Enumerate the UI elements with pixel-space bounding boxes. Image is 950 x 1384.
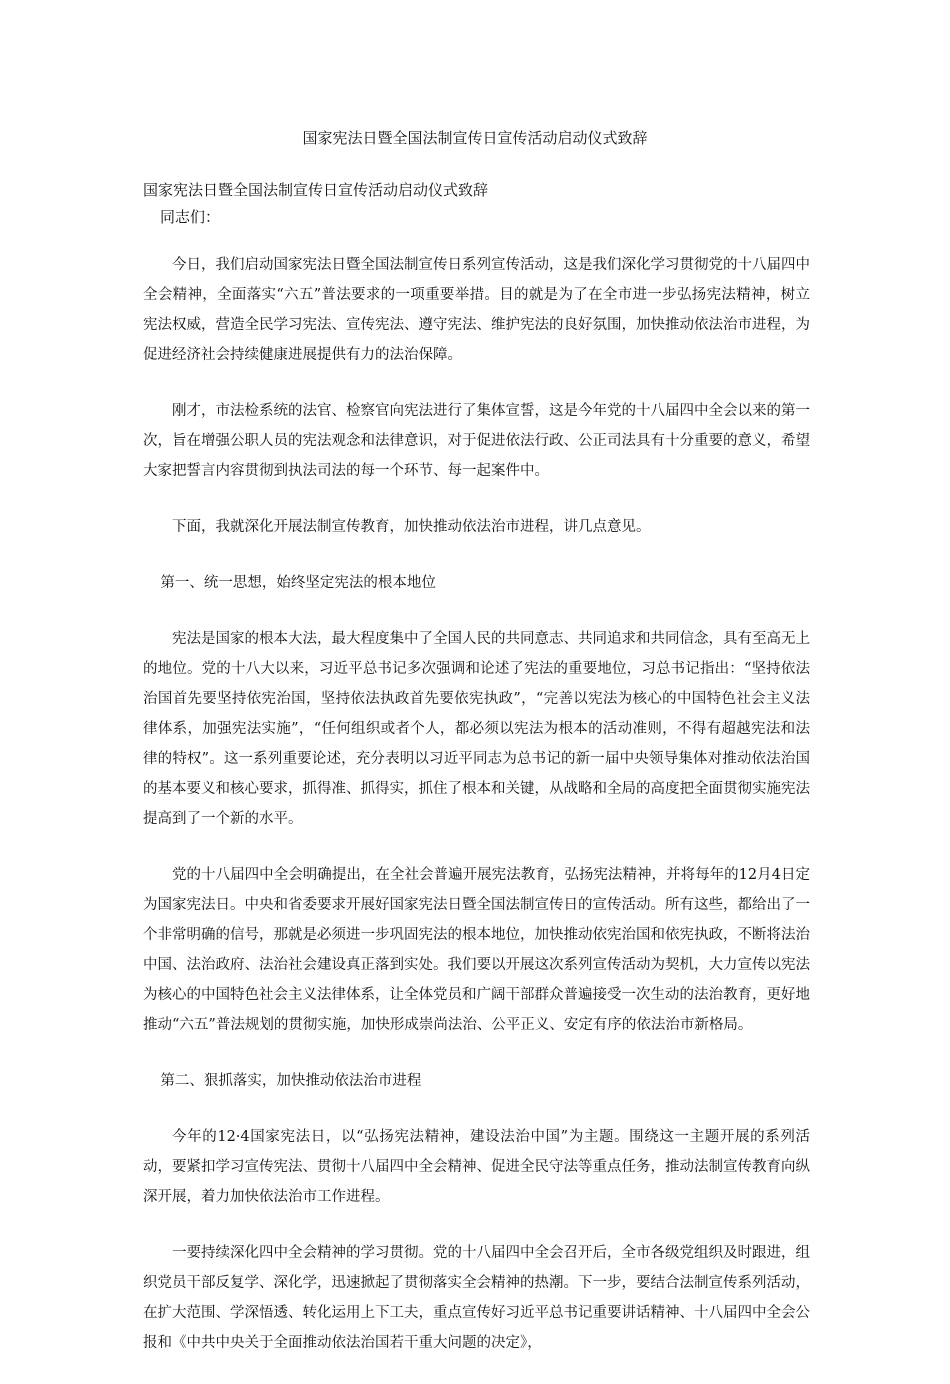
paragraph: 一要持续深化四中全会精神的学习贯彻。党的十八届四中全会召开后，全市各级党组织及时跟进，组织党员干部反复学、深化学，迅速掀起了贯彻落实全会精神的热潮。下一步，要结合法制宣传系列活动，在扩大范围、学深悟透、转化运用上下工夫，重点宣传好习近平总书记重要讲话精神、十八届四中全会公报和《中共中央关于全面推动依法治国若干重大问题的决定》， <box>143 1245 810 1351</box>
paragraph: 刚才，市法检系统的法官、检察官向宪法进行了集体宣誓，这是今年党的十八届四中全会以来的第一次，旨在增强公职人员的宪法观念和法律意识，对于促进依法行政、公正司法具有十分重要的意义，希望大家把誓言内容贯彻到执法司法的每一个环节、每一起案件中。 <box>143 403 810 479</box>
paragraph: 今年的12·4国家宪法日，以“弘扬宪法精神，建设法治中国”为主题。围绕这一主题开展的系列活动，要紧扣学习宣传宪法、贯彻十八届四中全会精神、促进全民守法等重点任务，推动法制宣传教育向纵深开展，着力加快依法治市工作进程。 <box>143 1129 810 1205</box>
document-title: 国家宪法日暨全国法制宣传日宣传活动启动仪式致辞 <box>302 129 648 147</box>
section-heading: 第二、狠抓落实，加快推动依法治市进程 <box>160 1073 422 1089</box>
salutation: 同志们： <box>160 208 221 226</box>
paragraph: 党的十八届四中全会明确提出，在全社会普遍开展宪法教育，弘扬宪法精神，并将每年的12月4日定为国家宪法日。中央和省委要求开展好国家宪法日暨全国法制宣传日的宣传活动。所有这些，都给出了一个非常明确的信号，那就是必须进一步巩固宪法的根本地位，加快推动依宪治国和依宪执政，不断将法治中国、法治政府、法治社会建设真正落到实处。我们要以开展这次系列宣传活动为契机，大力宣传以宪法为核心的中国特色社会主义法律体系，让全体党员和广阔干部群众普遍接受一次生动的法治教育，更好地推动“六五”普法规划的贯彻实施，加快形成崇尚法治、公平正义、安定有序的依法治市新格局。 <box>143 867 810 1033</box>
document-subtitle: 国家宪法日暨全国法制宣传日宣传活动启动仪式致辞 <box>143 181 489 199</box>
paragraph: 宪法是国家的根本大法，最大程度集中了全国人民的共同意志、共同追求和共同信念，具有至高无上的地位。党的十八大以来，习近平总书记多次强调和论述了宪法的重要地位，习总书记指出：“坚持依法治国首先要坚持依宪治国，坚持依法执政首先要依宪执政”，“完善以宪法为核心的中国特色社会主义法律体系，加强宪法实施”，“任何组织或者个人，都必须以宪法为根本的活动准则，不得有超越宪法和法律的特权”。这一系列重要论述，充分表明以习近平同志为总书记的新一届中央领导集体对推动依法治国的基本要义和核心要求，抓得准、抓得实，抓住了根本和关键，从战略和全局的高度把全面贯彻实施宪法提高到了一个新的水平。 <box>143 631 810 827</box>
paragraph: 下面，我就深化开展法制宣传教育，加快推动依法治市进程，讲几点意见。 <box>172 519 651 535</box>
section-heading: 第一、统一思想，始终坚定宪法的根本地位 <box>160 575 436 591</box>
paragraph: 今日，我们启动国家宪法日暨全国法制宣传日系列宣传活动，这是我们深化学习贯彻党的十八届四中全会精神，全面落实“六五”普法要求的一项重要举措。目的就是为了在全市进一步弘扬宪法精神，树立宪法权威，营造全民学习宪法、宣传宪法、遵守宪法、维护宪法的良好氛围，加快推动依法治市进程，为促进经济社会持续健康进展提供有力的法治保障。 <box>143 257 810 363</box>
document-body <box>143 250 810 1384</box>
